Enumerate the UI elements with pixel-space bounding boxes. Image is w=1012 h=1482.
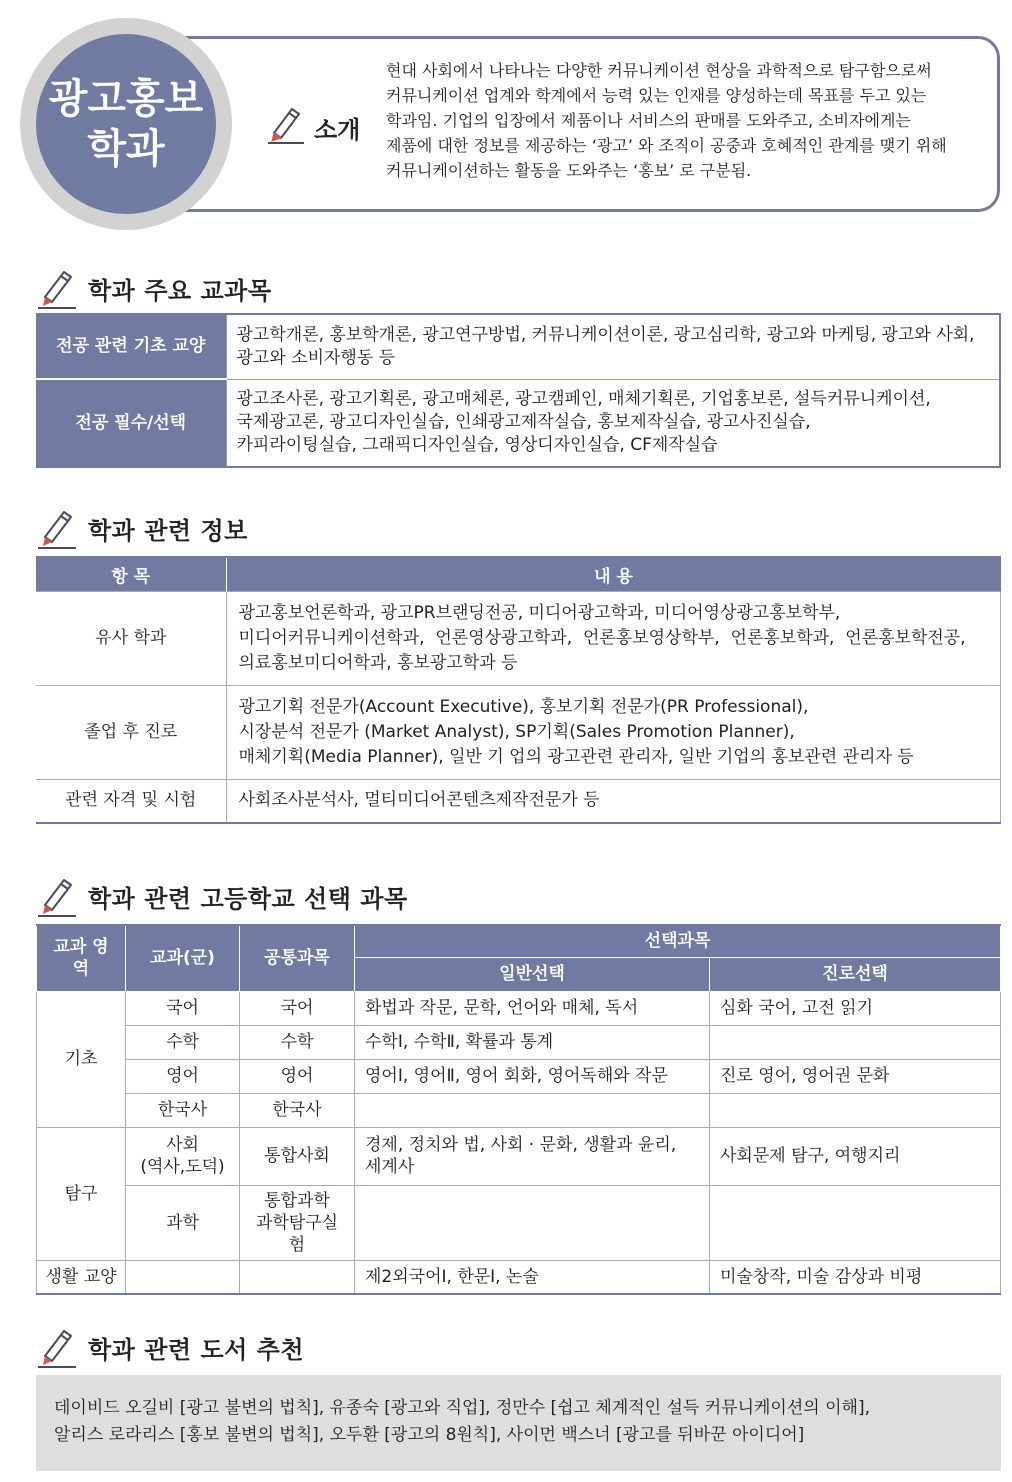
table-header-row bbox=[36, 557, 1001, 591]
common-cell bbox=[240, 1260, 355, 1294]
table-row bbox=[37, 1185, 1001, 1260]
common-cell: 한국사 bbox=[240, 1093, 355, 1127]
career-cell bbox=[710, 1093, 1001, 1127]
books-section-title bbox=[36, 1324, 304, 1370]
general-cell bbox=[355, 1185, 710, 1260]
content-line: 매체기획(Media Planner), 일반 기 업의 광고관련 관리자, 일반 기업의 홍보관련 관리자 등 bbox=[238, 746, 914, 767]
content-line: 시장분석 전문가 (Market Analyst), SP기획(Sales Promotion Planner), bbox=[238, 721, 795, 742]
intro-line: 커뮤니케이션하는 활동을 도와주는 ‘홍보’ 로 구분됨. bbox=[386, 161, 752, 180]
books-box bbox=[36, 1375, 1001, 1471]
pencil-icon bbox=[36, 506, 78, 550]
column-header-area bbox=[37, 925, 126, 991]
row-content bbox=[226, 314, 1000, 379]
courses-table bbox=[36, 313, 1001, 468]
area-cell: 기초 bbox=[37, 991, 126, 1127]
group-cell: 한국사 bbox=[126, 1093, 240, 1127]
pencil-icon bbox=[36, 874, 78, 918]
row-label: 관련 자격 및 시험 bbox=[36, 779, 226, 823]
common-cell: 수학 bbox=[240, 1025, 355, 1059]
header-text: 교과 영역 bbox=[53, 937, 109, 980]
table-row bbox=[37, 991, 1001, 1025]
info-table bbox=[36, 556, 1001, 824]
general-cell: 수학Ⅰ, 수학Ⅱ, 확률과 통계 bbox=[355, 1025, 710, 1059]
content-line: 광고학개론, 홍보학개론, 광고연구방법, 커뮤니케이션이론, 광고심리학, 광고와 마케팅, 광고와 사회, bbox=[236, 324, 975, 345]
row-content bbox=[226, 685, 1001, 779]
group-cell: 수학 bbox=[126, 1025, 240, 1059]
table-row bbox=[36, 685, 1001, 779]
intro-text bbox=[386, 58, 980, 183]
column-header: 항 목 bbox=[36, 557, 226, 591]
table-row bbox=[37, 1059, 1001, 1093]
content-line: 광고홍보언론학과, 광고PR브랜딩전공, 미디어광고학과, 미디어영상광고홍보학부, bbox=[238, 602, 841, 623]
column-header: 교과(군) bbox=[126, 925, 240, 991]
row-label: 전공 필수/선택 bbox=[36, 379, 226, 467]
courses-section-title bbox=[36, 265, 272, 311]
career-cell bbox=[710, 1185, 1001, 1260]
book-line: 알리스 로라리스 [홍보 불변의 법칙], 오두환 [광고의 8원칙], 사이먼 백스너 [광고를 뒤바꾼 아이디어] bbox=[54, 1425, 805, 1445]
intro-label: 소개 bbox=[314, 116, 361, 144]
general-cell bbox=[355, 1093, 710, 1127]
group-cell: 영어 bbox=[126, 1059, 240, 1093]
info-section-title bbox=[36, 505, 248, 551]
group-cell bbox=[126, 1127, 240, 1185]
general-cell: 화법과 작문, 문학, 언어와 매체, 독서 bbox=[355, 991, 710, 1025]
column-header: 공통과목 bbox=[240, 925, 355, 991]
section-title: 학과 관련 고등학교 선택 과목 bbox=[88, 884, 408, 913]
column-header: 진로선택 bbox=[710, 957, 1001, 991]
general-cell bbox=[355, 1127, 710, 1185]
group-cell bbox=[126, 1260, 240, 1294]
highschool-table bbox=[36, 924, 1001, 1295]
highschool-section-title bbox=[36, 873, 408, 919]
row-label: 졸업 후 진로 bbox=[36, 685, 226, 779]
career-cell: 미술창작, 미술 감상과 비평 bbox=[710, 1260, 1001, 1294]
group-cell: 국어 bbox=[126, 991, 240, 1025]
column-header: 선택과목 bbox=[355, 925, 1001, 957]
pencil-icon bbox=[36, 1325, 78, 1369]
content-line: 미디어커뮤니케이션학과, 언론영상광고학과, 언론홍보영상학부, 언론홍보학과, 언론홍보학전공, bbox=[238, 627, 966, 648]
content-line: 의료홍보미디어학과, 홍보광고학과 등 bbox=[238, 652, 518, 673]
table-row bbox=[37, 1260, 1001, 1294]
row-label: 전공 관련 기초 교양 bbox=[36, 314, 226, 379]
column-header: 내 용 bbox=[226, 557, 1001, 591]
common-line: 과학탐구실험 bbox=[255, 1212, 339, 1255]
pencil-icon bbox=[266, 103, 306, 145]
common-cell: 영어 bbox=[240, 1059, 355, 1093]
book-line: 데이비드 오길비 [광고 불변의 법칙], 유종숙 [광고와 직업], 정만수 [쉽고 체계적인 설득 커뮤니케이션의 이해], bbox=[54, 1398, 870, 1418]
row-content bbox=[226, 379, 1000, 467]
group-line: 사회 bbox=[166, 1135, 199, 1155]
table-row bbox=[37, 1127, 1001, 1185]
intro-line: 학과임. 기업의 입장에서 제품이나 서비스의 판매를 도와주고, 소비자에게는 bbox=[386, 111, 911, 130]
content-line: 광고조사론, 광고기획론, 광고매체론, 광고캠페인, 매체기획론, 기업홍보론, 설득커뮤니케이션, bbox=[236, 389, 931, 410]
group-cell: 과학 bbox=[126, 1185, 240, 1260]
content-line: 카피라이팅실습, 그래픽디자인실습, 영상디자인실습, CF제작실습 bbox=[236, 435, 718, 456]
row-label: 유사 학과 bbox=[36, 591, 226, 685]
career-cell bbox=[710, 1025, 1001, 1059]
general-line: 경제, 정치와 법, 사회 · 문화, 생활과 윤리, bbox=[365, 1135, 677, 1155]
row-content bbox=[226, 591, 1001, 685]
section-title: 학과 관련 정보 bbox=[88, 516, 248, 545]
content-line: 사회조사분석사, 멀티미디어콘텐츠제작전문가 등 bbox=[238, 790, 600, 811]
group-line: (역사,도덕) bbox=[140, 1157, 225, 1177]
table-row bbox=[37, 1025, 1001, 1059]
column-header: 일반선택 bbox=[355, 957, 710, 991]
table-row bbox=[37, 1093, 1001, 1127]
intro-line: 제품에 대한 정보를 제공하는 ‘광고’ 와 조직이 공중과 호혜적인 관계를 맺기 위해 bbox=[386, 136, 947, 155]
area-cell: 생활 교양 bbox=[37, 1260, 126, 1294]
table-row bbox=[36, 314, 1000, 379]
pencil-icon bbox=[36, 266, 78, 310]
common-line: 통합과학 bbox=[264, 1190, 330, 1211]
general-cell: 제2외국어Ⅰ, 한문Ⅰ, 논술 bbox=[355, 1260, 710, 1294]
section-title: 학과 관련 도서 추천 bbox=[88, 1335, 305, 1364]
table-header-row bbox=[37, 925, 1001, 957]
content-line: 광고기획 전문가(Account Executive), 홍보기획 전문가(PR Professional), bbox=[238, 696, 809, 717]
common-cell: 통합사회 bbox=[240, 1127, 355, 1185]
dept-name-line1: 광고홍보 bbox=[48, 75, 204, 122]
common-cell: 국어 bbox=[240, 991, 355, 1025]
dept-name-line2: 학과 bbox=[87, 125, 165, 172]
intro-line: 커뮤니케이션 업계와 학계에서 능력 있는 인재를 양성하는데 목표를 두고 있는 bbox=[386, 86, 927, 105]
content-line: 국제광고론, 광고디자인실습, 인쇄광고제작실습, 홍보제작실습, 광고사진실습, bbox=[236, 412, 811, 433]
table-row bbox=[36, 591, 1001, 685]
general-cell: 영어Ⅰ, 영어Ⅱ, 영어 회화, 영어독해와 작문 bbox=[355, 1059, 710, 1093]
career-cell: 심화 국어, 고전 읽기 bbox=[710, 991, 1001, 1025]
common-cell bbox=[240, 1185, 355, 1260]
table-row bbox=[36, 779, 1001, 823]
career-cell: 진로 영어, 영어권 문화 bbox=[710, 1059, 1001, 1093]
section-title: 학과 주요 교과목 bbox=[88, 276, 272, 305]
intro-line: 현대 사회에서 나타나는 다양한 커뮤니케이션 현상을 과학적으로 탐구함으로써 bbox=[386, 61, 932, 80]
dept-badge bbox=[36, 34, 216, 214]
table-row bbox=[36, 379, 1000, 467]
career-cell: 사회문제 탐구, 여행지리 bbox=[710, 1127, 1001, 1185]
content-line: 광고와 소비자행동 등 bbox=[236, 347, 396, 368]
general-line: 세계사 bbox=[365, 1157, 415, 1177]
area-cell: 탐구 bbox=[37, 1127, 126, 1260]
row-content bbox=[226, 779, 1001, 823]
